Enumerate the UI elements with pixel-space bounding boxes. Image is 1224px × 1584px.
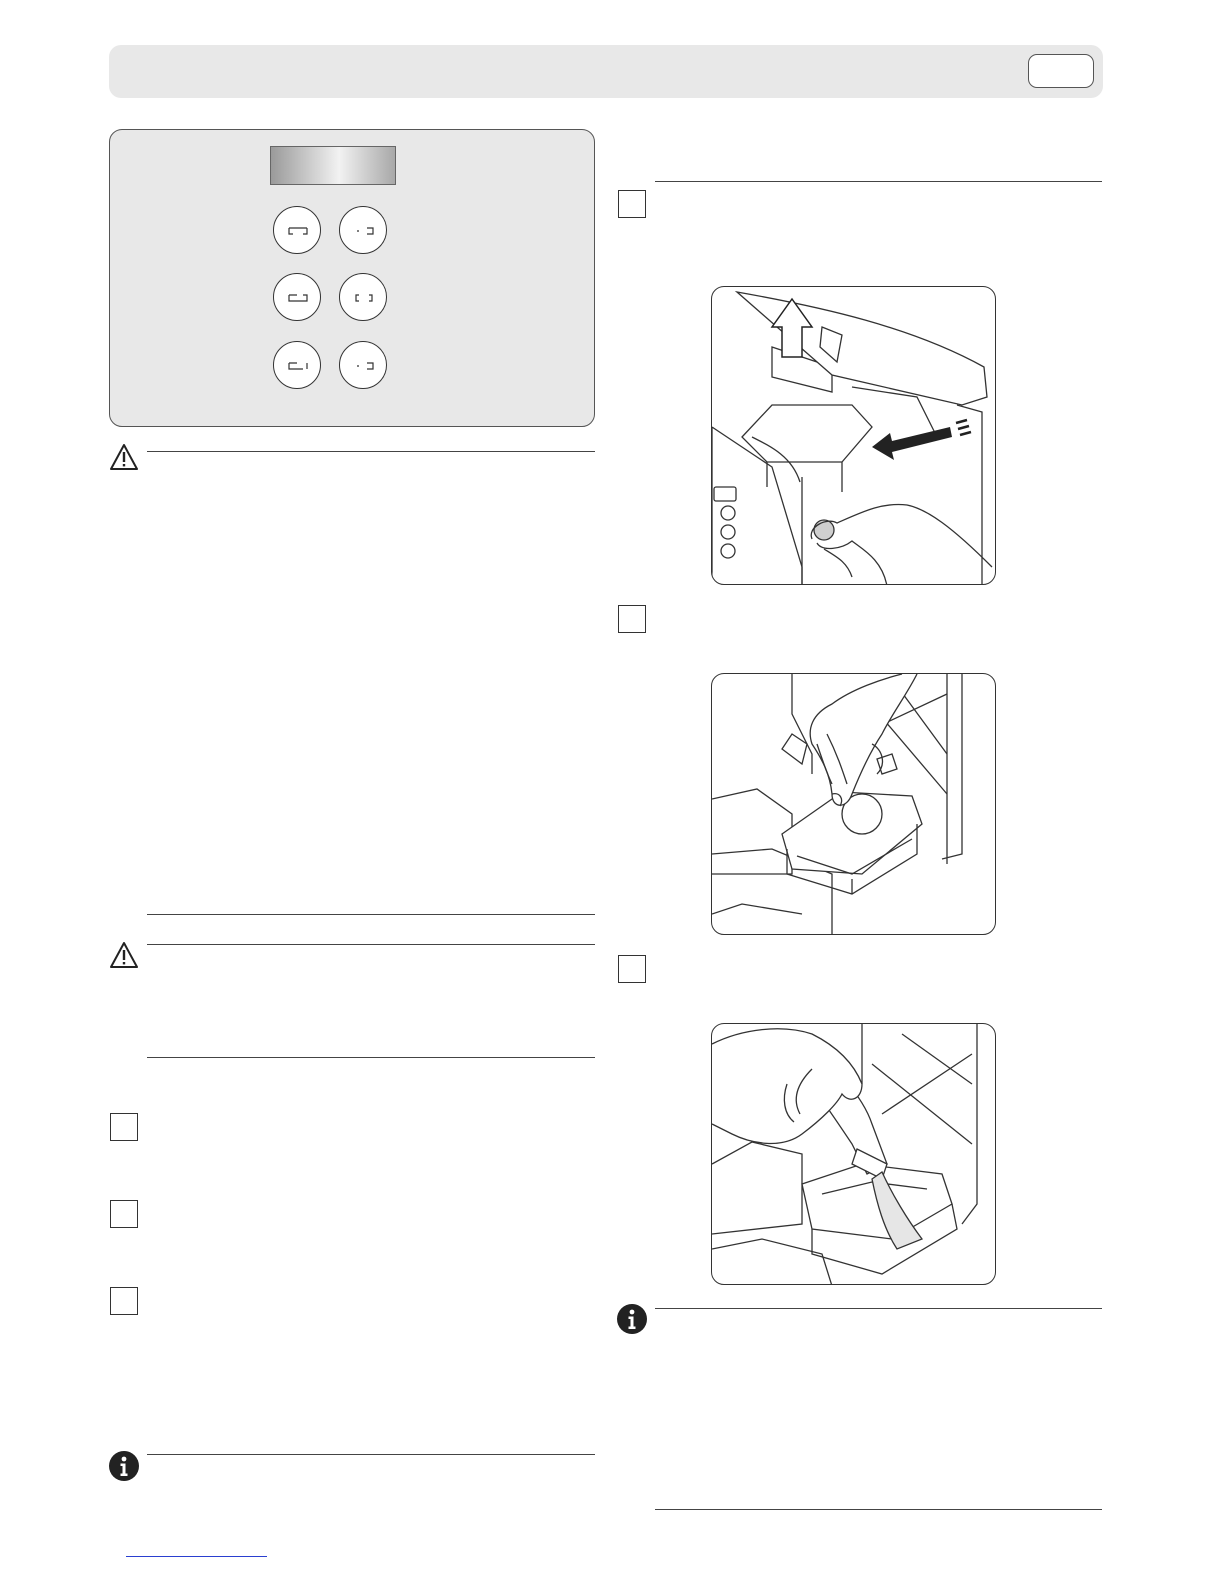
panel-button-3 — [273, 273, 321, 321]
figure-fill-container — [711, 1023, 996, 1285]
warning-rule-top — [147, 451, 595, 452]
step-checkbox-3 — [110, 1287, 138, 1315]
figure-remove-container — [711, 673, 996, 935]
step-checkbox-4 — [618, 190, 646, 218]
info-circle-icon — [108, 1450, 140, 1482]
header-bar — [109, 45, 1103, 98]
info-2-rule-bottom — [655, 1509, 1102, 1510]
info-rule-top — [147, 1454, 595, 1455]
panel-display — [270, 146, 396, 185]
page-number-tab — [1028, 54, 1094, 88]
panel-button-1 — [273, 206, 321, 254]
warning-triangle-icon — [109, 443, 139, 471]
step-checkbox-1 — [110, 1113, 138, 1141]
warning-rule-bottom — [147, 914, 595, 915]
step-checkbox-5 — [618, 605, 646, 633]
footer-link[interactable] — [126, 1556, 267, 1557]
warning-triangle-icon — [109, 941, 139, 969]
figure-open-cover — [711, 286, 996, 585]
warning-2-rule-bottom — [147, 1057, 595, 1058]
panel-button-6 — [339, 341, 387, 389]
step-checkbox-6 — [618, 955, 646, 983]
panel-button-5 — [273, 341, 321, 389]
warning-2-rule-top — [147, 944, 595, 945]
section-rule-top — [655, 181, 1102, 182]
info-circle-icon — [616, 1303, 648, 1335]
panel-button-2 — [339, 206, 387, 254]
info-2-rule-top — [655, 1308, 1102, 1309]
panel-button-4 — [339, 273, 387, 321]
step-checkbox-2 — [110, 1200, 138, 1228]
